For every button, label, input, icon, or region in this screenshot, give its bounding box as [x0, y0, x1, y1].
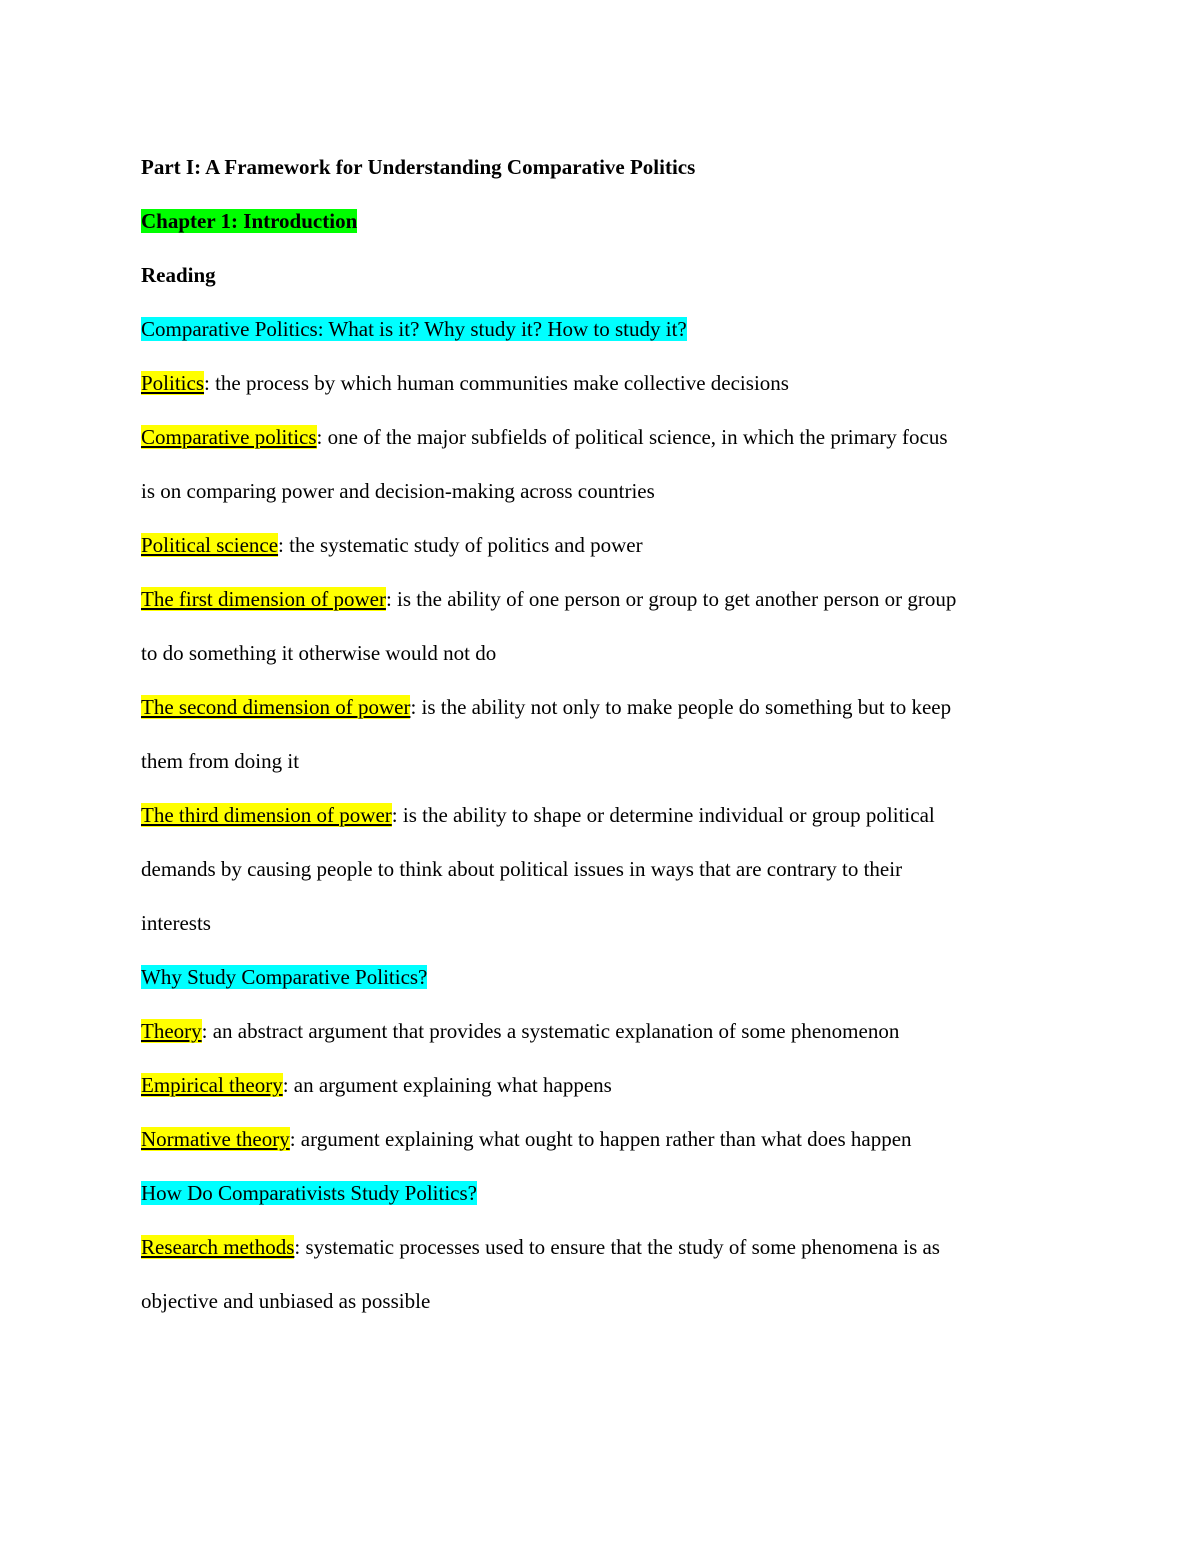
- definition-text: : argument explaining what ought to happen rather than what does happen: [289, 1127, 912, 1151]
- definition-term: The first dimension of power: [141, 587, 386, 611]
- definition: [141, 1058, 1060, 1112]
- definition-continuation: them from doing it: [141, 749, 300, 773]
- definition-text: : is the ability to shape or determine individual or group political: [391, 803, 935, 827]
- section-heading-line: [141, 1166, 1060, 1220]
- definition-text: : one of the major subfields of political science, in which the primary focus: [316, 425, 948, 449]
- chapter-title-line: [141, 194, 1060, 248]
- definition: [141, 410, 1060, 464]
- definition-term: Research methods: [141, 1235, 295, 1259]
- definition-term: Comparative politics: [141, 425, 317, 449]
- definition-term: Theory: [141, 1019, 202, 1043]
- section-heading-line: [141, 950, 1060, 1004]
- section-heading: Comparative Politics: What is it? Why study it? How to study it?: [141, 317, 687, 341]
- definition-term: Political science: [141, 533, 279, 557]
- definition: [141, 1220, 1060, 1274]
- definition-text: : an abstract argument that provides a systematic explanation of some phenomenon: [201, 1019, 900, 1043]
- definition-continuation: objective and unbiased as possible: [141, 1289, 431, 1313]
- definition: [141, 788, 1060, 842]
- chapter-title: Chapter 1: Introduction: [141, 209, 358, 233]
- definition: [141, 1004, 1060, 1058]
- definition: [141, 680, 1060, 734]
- definition-term: Politics: [141, 371, 205, 395]
- definition-term: The third dimension of power: [141, 803, 392, 827]
- definition-continuation: is on comparing power and decision-making across countries: [141, 479, 655, 503]
- definition: [141, 518, 1060, 572]
- definition-text: : an argument explaining what happens: [282, 1073, 612, 1097]
- definition: [141, 356, 1060, 410]
- definition-continuation: to do something it otherwise would not do: [141, 641, 497, 665]
- reading-label: Reading: [141, 263, 216, 287]
- definition-term: Normative theory: [141, 1127, 290, 1151]
- part-title: Part I: A Framework for Understanding Comparative Politics: [141, 155, 696, 179]
- definition-term: The second dimension of power: [141, 695, 411, 719]
- definition-continuation: interests: [141, 911, 211, 935]
- section-heading: How Do Comparativists Study Politics?: [141, 1181, 477, 1205]
- definition: [141, 1112, 1060, 1166]
- definition-text: : systematic processes used to ensure that the study of some phenomena is as: [294, 1235, 940, 1259]
- definition-text: : is the ability of one person or group to get another person or group: [385, 587, 957, 611]
- definition-term: Empirical theory: [141, 1073, 283, 1097]
- definition-text: : the systematic study of politics and power: [278, 533, 643, 557]
- definition-text: : is the ability not only to make people do something but to keep: [410, 695, 952, 719]
- section-heading-line: [141, 302, 1060, 356]
- section-heading: Why Study Comparative Politics?: [141, 965, 428, 989]
- definition-continuation: demands by causing people to think about political issues in ways that are contrary to their: [141, 857, 903, 881]
- definition-text: : the process by which human communities make collective decisions: [204, 371, 789, 395]
- definition: [141, 572, 1060, 626]
